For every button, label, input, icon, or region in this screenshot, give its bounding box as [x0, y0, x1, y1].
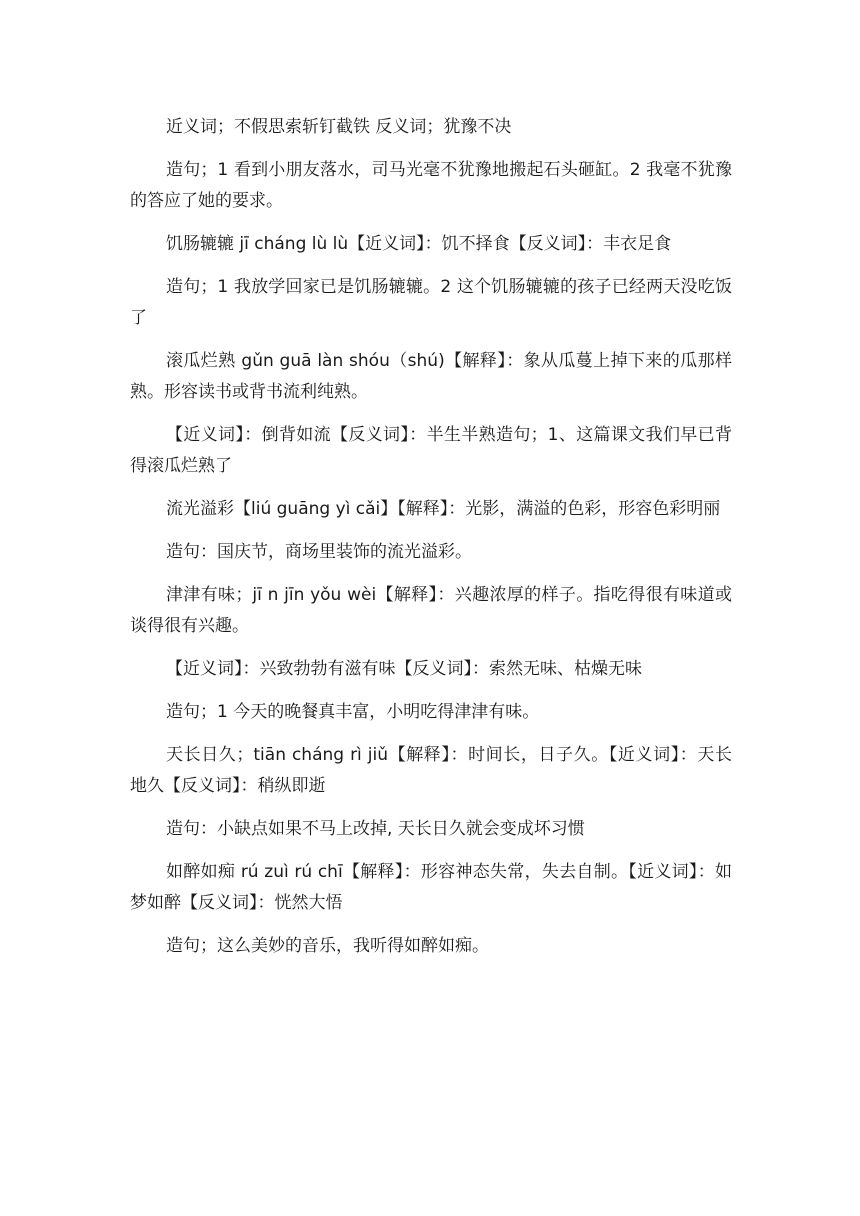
paragraph-liu-guang-yi-cai: 流光溢彩【liú guāng yì cǎi】【解释】：光影，满溢的色彩，形容色彩明丽 — [166, 499, 721, 519]
paragraph-recite-fluently: 【近义词】：倒背如流【反义词】：半生半熟造句；1、这篇课文我们早已背得滚瓜烂熟了 — [130, 425, 732, 476]
paragraph-ji-chang-lu-lu: 饥肠辘辘 jī cháng lù lù【近义词】：饥不择食【反义词】：丰衣足食 — [166, 234, 672, 254]
paragraph-example-hungry: 造句；1 我放学回家已是饥肠辘辘。2 这个饥肠辘辘的孩子已经两天没吃饭了 — [130, 277, 732, 328]
paragraph-tian-chang-ri-jiu: 天长日久；tiān cháng rì jiǔ【解释】：时间长，日子久。【近义词】：天长地久【反义词】：稍纵即逝 — [130, 745, 732, 796]
paragraph-example-sima-guang: 造句；1 看到小朋友落水，司马光毫不犹豫地搬起石头砸缸。2 我毫不犹豫的答应了她的要求。 — [130, 160, 732, 211]
document-body — [130, 112, 732, 962]
paragraph-ru-zui-ru-chi: 如醉如痴 rú zuì rú chī【解释】：形容神态失常，失去自制。【近义词】：如梦如醉【反义词】：恍然大悟 — [130, 862, 732, 913]
paragraph-example-music: 造句；这么美妙的音乐，我听得如醉如痴。 — [166, 936, 489, 956]
paragraph-example-national-day: 造句：国庆节，商场里装饰的流光溢彩。 — [166, 542, 472, 562]
paragraph-example-bad-habit: 造句：小缺点如果不马上改掉, 天长日久就会变成坏习惯 — [166, 819, 585, 839]
paragraph-jin-jin-you-wei: 津津有味；jī n jīn yǒu wèi【解释】：兴趣浓厚的样子。指吃得很有味道或谈得很有兴趣。 — [130, 585, 732, 636]
paragraph-synonyms-interest: 【近义词】：兴致勃勃有滋有味【反义词】：索然无味、枯燥无味 — [166, 659, 642, 679]
paragraph-gun-gua-lan-shu: 滚瓜烂熟 gǔn guā làn shóu（shú)【解释】：象从瓜蔓上掉下来的瓜那样熟。形容读书或背书流利纯熟。 — [130, 351, 732, 402]
paragraph-example-dinner: 造句；1 今天的晚餐真丰富，小明吃得津津有味。 — [166, 702, 540, 722]
paragraph-antonym-hesitate: 近义词；不假思索斩钉截铁 反义词；犹豫不决 — [166, 117, 512, 137]
